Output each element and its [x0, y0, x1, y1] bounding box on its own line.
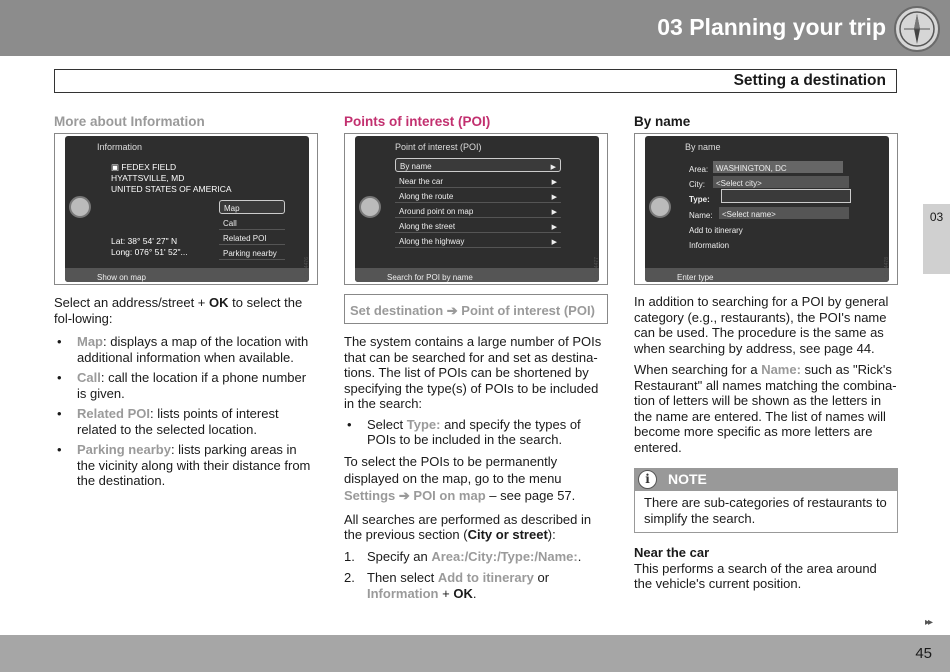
menu-item-along-the-street[interactable]	[395, 219, 561, 233]
screen-display	[355, 136, 599, 282]
arrow-right-icon: ▶	[551, 179, 557, 186]
step-text-end: .	[577, 548, 582, 564]
column-points-of-interest	[344, 114, 608, 607]
para-text: To select the POIs to be permanently displayed on the map, go to the menu	[344, 453, 562, 486]
note-header	[635, 469, 897, 491]
term-add-to-itinerary: Add to itinerary	[437, 570, 534, 585]
menu-label: Around point on map	[399, 207, 474, 216]
step-item	[344, 549, 608, 565]
field-label-city: City:	[689, 180, 705, 189]
menu-path-box: Set destination ➔ Point of interest (POI)	[344, 294, 608, 324]
heading-by-name: By name	[634, 114, 691, 129]
menu-label: Along the route	[399, 192, 454, 201]
list-item	[54, 406, 318, 437]
list-item	[54, 442, 318, 489]
add-to-itinerary-option[interactable]: Add to itinerary	[689, 226, 743, 235]
menu-item-around-point-on-map[interactable]	[395, 204, 561, 218]
arrow-right-icon: ▶	[551, 209, 557, 216]
chapter-tab-label: 03	[929, 210, 944, 224]
latitude: Lat: 38° 54' 27" N	[111, 236, 178, 246]
field-label-type: Type:	[689, 195, 710, 204]
menu-item-call[interactable]: Call	[219, 216, 285, 230]
note-label: NOTE	[668, 471, 707, 487]
controller-knob-icon	[649, 196, 671, 218]
list-item	[344, 417, 608, 448]
by-name-paragraph: In addition to searching for a POI by general category (e.g., restaurants), the POI's name can be used. The procedure is the same as when searching by address, see page 44.	[634, 294, 889, 356]
term-call: Call	[77, 370, 101, 385]
controller-knob-icon	[359, 196, 381, 218]
step-text-end: .	[472, 585, 477, 601]
poi-intro-paragraph: The system contains a large number of POIs that can be searched for and set as destina-tions. The list of POIs can be shortened by specifying the type(s) of POIs to be included in the search:	[344, 334, 602, 411]
para-text: All searches are performed as described in the previous section (	[344, 511, 592, 542]
address-line-2: HYATTSVILLE, MD	[111, 173, 185, 183]
intro-paragraph	[54, 295, 318, 326]
screen-status-bar: Search for POI by name	[355, 268, 599, 282]
term-map: Map	[77, 334, 103, 349]
column-by-name	[634, 114, 898, 592]
city-or-street-label: City or street	[467, 527, 548, 542]
term-information: Information	[367, 585, 439, 601]
arrow-right-icon: ▶	[550, 164, 556, 171]
heading-points-of-interest: Points of interest (POI)	[344, 114, 491, 129]
menu-label: Near the car	[399, 177, 444, 186]
figure-code: G044476	[303, 257, 310, 278]
menu-item-near-the-car[interactable]	[395, 174, 561, 188]
heading-near-the-car: Near the car	[634, 545, 710, 560]
menu-item-map[interactable]: Map	[219, 200, 285, 214]
type-field[interactable]	[721, 189, 851, 203]
area-field[interactable]: WASHINGTON, DC	[713, 161, 843, 173]
info-icon: i	[638, 470, 657, 489]
information-option[interactable]: Information	[689, 241, 730, 250]
step-text: Then select	[367, 570, 438, 585]
screen-display	[65, 136, 309, 282]
chapter-title: 03 Planning your trip	[657, 14, 886, 40]
ok-label: OK	[209, 295, 229, 310]
screen-title: Point of interest (POI)	[395, 142, 482, 152]
step-number: 1.	[344, 548, 355, 564]
section-title: Setting a destination	[733, 72, 886, 89]
term-description: : lists parking areas in the vicinity along with their distance from the destination.	[77, 442, 311, 488]
controller-knob-icon	[69, 196, 91, 218]
section-title-box	[54, 69, 897, 93]
screen-coordinates	[111, 236, 188, 258]
menu-item-parking-nearby[interactable]: Parking nearby	[219, 246, 285, 260]
settings-paragraph	[344, 453, 608, 504]
menu-item-along-the-route[interactable]	[395, 189, 561, 203]
screen-title: By name	[685, 142, 721, 152]
step-text: +	[438, 585, 454, 601]
term-description: : displays a map of the location with additional information when available.	[77, 334, 309, 365]
screen-information	[54, 133, 318, 285]
menu-label: Along the highway	[399, 237, 465, 246]
term-description: : call the location if a phone number is given.	[77, 370, 307, 401]
continue-arrows-icon: ▸▸	[924, 617, 931, 628]
information-options-list	[54, 334, 318, 489]
address-line-1: FEDEX FIELD	[121, 162, 177, 172]
term-name: Name:	[761, 362, 801, 377]
screen-status-bar: Enter type	[645, 268, 889, 282]
step-number: 2.	[344, 570, 355, 585]
list-item	[54, 334, 318, 365]
menu-item-by-name[interactable]	[395, 158, 561, 172]
heading-more-about-information: More about Information	[54, 114, 205, 129]
screen-title: Information	[97, 142, 143, 152]
figure-code: G044477	[593, 257, 600, 278]
header-band	[0, 0, 950, 56]
para-text-end: – see page 57.	[485, 487, 576, 503]
para-text-end: such as "Rick's Restaurant" all names matching the combina-tion of letters will be shown as the letters in the name are entered. The list of names will become more specific as more letters are entered.	[634, 362, 897, 455]
page-number: 45	[915, 645, 932, 662]
field-label-name: Name:	[689, 211, 713, 220]
term-parking-nearby: Parking nearby	[77, 442, 171, 457]
para-text: When searching for a	[634, 362, 762, 377]
intro-text: Select an address/street +	[54, 295, 210, 310]
bullet-text-end: and specify the types of POIs to be included in the search.	[367, 416, 581, 447]
note-text: There are sub-categories of restaurants to simplify the search.	[644, 495, 887, 526]
ok-label: OK	[453, 585, 473, 601]
para-text-end: ):	[547, 527, 556, 542]
note-box	[634, 468, 898, 533]
chapter-tab	[923, 204, 950, 274]
bullet-text: Select	[367, 416, 407, 432]
name-search-paragraph	[634, 362, 898, 455]
menu-label: Along the street	[399, 222, 456, 231]
footer-band	[0, 635, 950, 672]
intro-text-end: to select the fol-lowing:	[54, 295, 303, 326]
city-field[interactable]: <Select city>	[713, 176, 849, 188]
term-type: Type:	[406, 416, 441, 432]
address-line-3: UNITED STATES OF AMERICA	[111, 184, 232, 194]
searches-paragraph	[344, 512, 608, 543]
search-steps-list	[344, 549, 608, 602]
near-the-car-paragraph: This performs a search of the area around the vehicle's current position.	[634, 560, 877, 591]
arrow-right-icon: ▶	[551, 224, 557, 231]
menu-item-related-poi[interactable]: Related POI	[219, 231, 285, 245]
term-description: : lists points of interest related to the selected location.	[77, 406, 279, 437]
step-text: Specify an	[367, 548, 432, 564]
menu-item-along-the-highway[interactable]	[395, 234, 561, 248]
list-item	[54, 370, 318, 401]
screen-address	[111, 162, 232, 195]
screen-status-bar: Show on map	[65, 268, 309, 282]
figure-code: G044478	[883, 257, 890, 278]
poi-type-list	[344, 417, 608, 448]
arrow-right-icon: ▶	[551, 239, 557, 246]
column-more-about-information	[54, 114, 318, 494]
screen-display	[645, 136, 889, 282]
longitude: Long: 076° 51' 52"...	[111, 247, 188, 257]
step-text: or	[533, 570, 550, 585]
field-label-area: Area:	[689, 165, 709, 174]
screen-poi	[344, 133, 608, 285]
settings-poi-on-map-path: Settings ➔ POI on map	[344, 487, 486, 503]
term-related-poi: Related POI	[77, 406, 150, 421]
menu-label: By name	[400, 162, 432, 171]
term-area-city-type-name: Area:/City:/Type:/Name:	[431, 548, 578, 564]
arrow-right-icon: ▶	[551, 194, 557, 201]
poi-flag-icon: ▣	[111, 162, 120, 172]
screen-by-name	[634, 133, 898, 285]
name-field[interactable]: <Select name>	[719, 207, 849, 219]
step-item	[344, 570, 608, 601]
compass-icon	[894, 6, 940, 52]
